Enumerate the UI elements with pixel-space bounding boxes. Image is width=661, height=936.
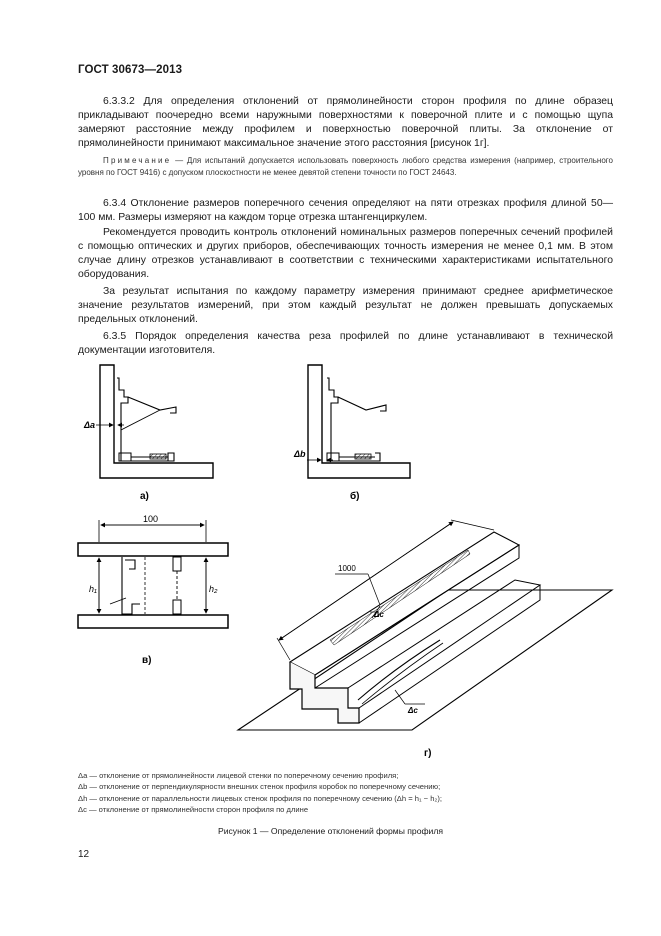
figure-legend <box>78 770 442 816</box>
label-delta-b: Δb <box>294 449 306 459</box>
label-delta-c-bottom: Δc <box>408 706 418 715</box>
legend-item-delta-c: Δc — отклонение от прямолинейности сторон профиля по длине <box>78 805 309 815</box>
paragraph-6-3-4: 6.3.4 Отклонение размеров поперечного сечения определяют на пяти отрезках профиля длиной 50—100 мм. Размеры измеряют на каждом торце отрезка штангенциркулем. <box>78 198 613 224</box>
label-figure-b: б) <box>350 491 360 502</box>
figure-caption: Рисунок 1 — Определение отклонений формы профиля <box>217 826 444 836</box>
note-label: Примечание <box>103 156 172 165</box>
label-figure-g: г) <box>424 748 432 759</box>
page-number: 12 <box>78 849 90 860</box>
drawing-a <box>96 365 213 478</box>
drawing-v <box>78 520 228 628</box>
dimension-1000: 1000 <box>338 564 356 573</box>
dimension-h1: h₁ <box>89 584 97 594</box>
paragraph-6-3-5: 6.3.5 Порядок определения качества реза профилей по длине устанавливают в технической документации изготовителя. <box>78 331 613 357</box>
legend-item-delta-a: Δa — отклонение от прямолинейности лицевой стенки по поперечному сечению профиля; <box>78 771 399 780</box>
note-text: — Для испытаний допускается использовать поверхность любого средства измерения (например, строительного уровня по ГОСТ 9416) с допуском плоскостности не менее девятой степени точности по ГОСТ 24643. <box>78 156 613 177</box>
label-delta-a: Δa <box>84 420 96 430</box>
paragraph-6-3-4-result: За результат испытания по каждому параметру измерения принимают среднее арифметическое значение результатов измерений, при этом каждый результат не должен превышать допускаемых предельных отклонений. <box>78 286 613 326</box>
dimension-100: 100 <box>143 514 159 524</box>
drawing-b <box>307 365 410 478</box>
dimension-h2: h₂ <box>209 584 218 594</box>
label-figure-a: а) <box>140 491 149 502</box>
drawing-g <box>238 520 612 730</box>
paragraph-6-3-3-2: 6.3.3.2 Для определения отклонений от прямолинейности сторон профиля по длине образец прикладывают поочередно всеми наружными поверхностями к поверочной плите и с помощью щупа замеряют расстояние между профилем и поверхностью поверочной плиты. За отклонение от прямолинейности принимают максимальное значение этого расстояния [рисунок 1г]. <box>78 96 613 150</box>
legend-item-delta-h: Δh — отклонение от параллельности лицевых стенок профиля по поперечному сечению (Δh = h₁ − h₂); <box>78 793 442 803</box>
label-figure-v: в) <box>142 655 152 666</box>
paragraph-6-3-4-optical: Рекомендуется проводить контроль отклонений номинальных размеров поперечных сечений профилей с помощью оптических и других приборов, обеспечивающих точность измерения не менее 0,1 мм. В этом случае длину отрезков устанавливают в соответствии с техническими характеристиками испытательного оборудования. <box>78 227 613 281</box>
note-paragraph <box>78 155 613 179</box>
label-delta-c-top: Δc <box>374 610 384 619</box>
document-header: ГОСТ 30673—2013 <box>78 64 183 76</box>
legend-item-delta-b: Δb — отклонение от перпендикулярности внешних стенок профиля коробок по поперечному сечению; <box>78 782 441 792</box>
figure-1-drawings <box>0 355 661 765</box>
